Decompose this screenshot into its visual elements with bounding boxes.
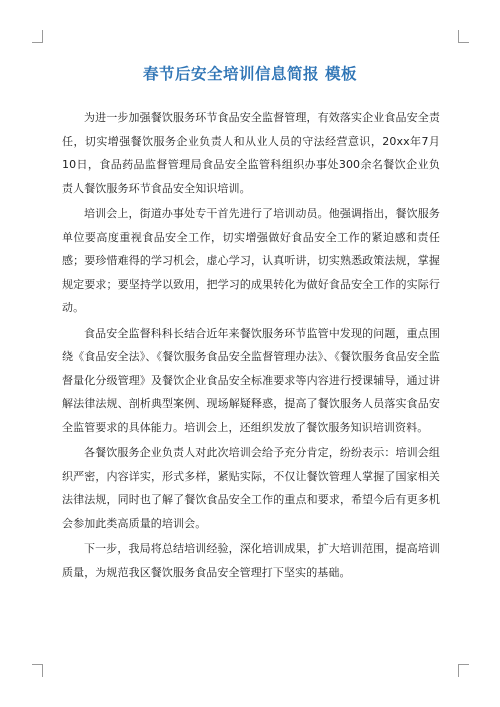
paragraph-1: 为进一步加强餐饮服务环节食品安全监督管理，有效落实企业食品安全责任，切实增强餐饮服务企业负责人和从业人员的守法经营意识，20xx年7月10日，食品药品监督管理局食品安全监管科组织办事处300余名餐饮企业负责人餐饮服务环节食品安全知识培训。 [62,111,440,195]
crop-mark-top-left [32,30,43,43]
document-body [62,106,440,586]
paragraph-4: 各餐饮服务企业负责人对此次培训会给予充分肯定，纷纷表示：培训会组织严密，内容详实，形式多样，紧贴实际，不仅让餐饮管理人掌握了国家相关法律法规，同时也了解了餐饮食品安全工作的重点和要求，希望今后有更多机会参加此类高质量的培训会。 [62,446,440,530]
crop-mark-bottom-left [32,664,43,677]
document-title: 春节后安全培训信息简报 模板 [143,65,357,83]
paragraph-3: 食品安全监督科科长结合近年来餐饮服务环节监管中发现的问题，重点围绕《食品安全法》、《餐饮服务食品安全监督管理办法》、《餐饮服务食品安全监督量化分级管理》及餐饮企业食品安全标准要求等内容进行授课辅导，通过讲解法律法规、剖析典型案例、现场解疑释惑，提高了餐饮服务人员落实食品安全监管要求的具体能力。培训会上，还组织发放了餐饮服务知识培训资料。 [62,326,440,434]
crop-mark-bottom-right [458,664,469,677]
paragraph-2: 培训会上，街道办事处专干首先进行了培训动员。他强调指出，餐饮服务单位要高度重视食品安全工作，切实增强做好食品安全工作的紧迫感和责任感；要珍惜难得的学习机会，虚心学习，认真听讲，切实熟悉政策法规，掌握规定要求；要坚持学以致用，把学习的成果转化为做好食品安全工作的实际行动。 [62,207,440,314]
paragraph-5: 下一步，我局将总结培训经验，深化培训成果，扩大培训范围，提高培训质量，为规范我区餐饮服务食品安全管理打下坚实的基础。 [62,542,440,579]
crop-mark-top-right [458,30,469,43]
